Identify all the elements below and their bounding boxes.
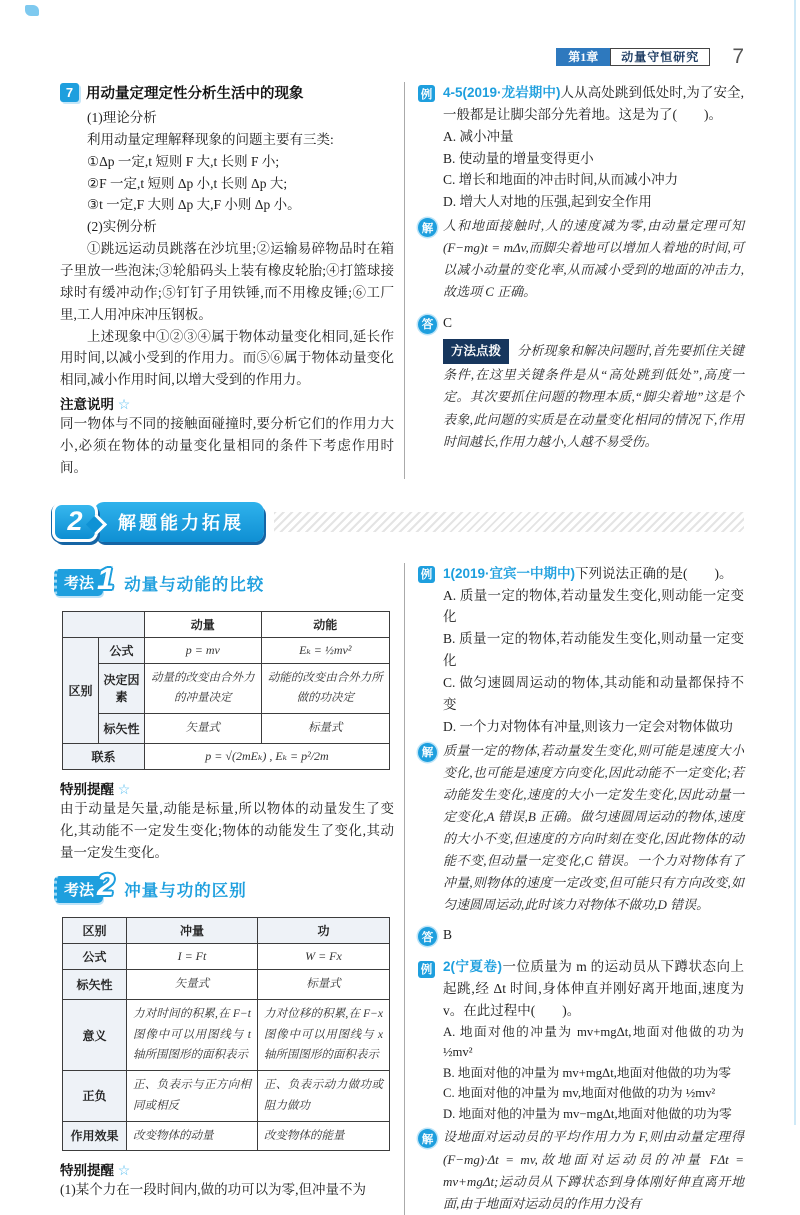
paragraph: ③t 一定,F 大则 Δp 大,F 小则 Δp 小。 <box>87 197 301 213</box>
paragraph: 利用动量定理解释现象的问题主要有三类: <box>87 131 334 147</box>
example-stem: 2(宁夏卷)一位质量为 m 的运动员从下蹲状态向上起跳,经 Δt 时间,身体伸直并刚好离开地面,速度为 v。在此过程中( )。 <box>443 958 744 1018</box>
example-badge-icon: 例 <box>418 566 435 583</box>
example-stem: 4-5(2019·龙岩期中)人从高处跳到低处时,为了安全,一般都是让脚尖部分先着地。这是为了( )。 <box>443 85 745 122</box>
page-header <box>60 46 744 68</box>
table-row <box>63 970 390 1000</box>
example-badge-icon: 例 <box>418 85 435 102</box>
section-number-badge: 2 <box>52 502 98 542</box>
relation-value-cell: p = √(2mEₖ) , Eₖ = p²/2m <box>145 743 390 769</box>
star-icon: ☆ <box>117 1162 131 1179</box>
tip1-text: 由于动量是矢量,动能是标量,所以物体的动量发生了变化,其动能不一定发生变化;物体的动能发生了变化,其动量一定发生变化。 <box>60 800 394 860</box>
table-cell: 矢量式 <box>145 714 262 744</box>
chapter-badge: 第1章 <box>556 48 610 66</box>
example-head: 4-5(2019·龙岩期中) <box>443 85 561 100</box>
table-cell: 动量的改变由合外力的冲量决定 <box>145 663 262 713</box>
table-cell: 改变物体的动量 <box>127 1121 258 1151</box>
option-d: D. 增大人对地的压强,起到安全作用 <box>443 194 652 210</box>
kaofa-title: 冲量与功的区别 <box>124 882 247 901</box>
kaofa-badge: 考法 <box>54 876 103 903</box>
row-label-cell: 正负 <box>63 1071 127 1121</box>
option-d: D. 一个力对物体有冲量,则该力一定会对物体做功 <box>443 718 733 734</box>
kaofa-number: 1 <box>97 560 115 596</box>
solution-1 <box>418 740 744 917</box>
table-col-header: 区别 <box>63 918 127 944</box>
tip2-text: (1)某个力在一段时间内,做的功可以为零,但冲量不为 <box>60 1182 366 1198</box>
row-label-cell: 公式 <box>63 944 127 970</box>
table-cell: p = mv <box>145 637 262 663</box>
method-label: 方法点拨 <box>443 339 509 364</box>
note-label: 注意说明 ☆ <box>60 396 131 413</box>
table-cell: 正、负表示与正方向相同或相反 <box>127 1071 258 1121</box>
tip1-label: 特别提醒 ☆ <box>60 780 131 797</box>
banner-hatch-decoration <box>274 512 744 532</box>
row-label-cell: 决定因素 <box>99 663 145 713</box>
table-cell: 标量式 <box>257 970 389 1000</box>
table-row <box>63 743 390 769</box>
bottom-right-column <box>404 563 744 1215</box>
answer-4-5 <box>418 312 744 334</box>
example-stem: 1(2019·宜宾一中期中)下列说法正确的是( )。 <box>443 565 733 581</box>
star-icon: ☆ <box>117 396 131 413</box>
solution-text: 质量一定的物体,若动量发生变化,则可能是速度大小变化,也可能是速度方向变化,因此动能不一定变化;若动能发生变化,速度的大小一定发生变化,因此动量一定变化,A 错误,B 正确。做匀速圆周运动的物体,速度的大小不变,但速度的方向时刻在变化,因此物体的动能不变,但动量一定变化,C 错误。一个力对物体有了冲量,则物体的速度一定改变,但可能只有方向改变,如匀速圆周运动,此时该力对物体不做功,D 错误。 <box>443 742 744 913</box>
option-c: C. 地面对他的冲量为 mv,地面对他做的功为 ½mv² <box>443 1086 716 1101</box>
option-b: B. 地面对他的冲量为 mv+mgΔt,地面对他做的功为零 <box>443 1065 732 1080</box>
kaofa1-heading <box>54 560 394 601</box>
table-row <box>63 714 390 744</box>
top-left-column <box>60 82 404 479</box>
option-c: C. 增长和地面的冲击时间,从而减小冲力 <box>443 172 679 188</box>
table-col-header: 动量 <box>145 611 262 637</box>
answer-value: C <box>443 314 453 330</box>
kaofa2-heading <box>54 867 394 907</box>
paragraph: ②F 一定,t 短则 Δp 小,t 长则 Δp 大; <box>87 175 288 191</box>
table-row <box>63 637 390 663</box>
solution-badge-icon: 解 <box>418 218 437 237</box>
kaofa-badge: 考法 <box>54 569 103 596</box>
table-cell: 矢量式 <box>127 970 258 1000</box>
solution-badge-icon: 解 <box>418 743 437 762</box>
tip2-label: 特别提醒 ☆ <box>60 1162 131 1179</box>
comparison-table-momentum-energy <box>62 611 390 770</box>
corner-decoration <box>25 5 39 16</box>
row-label-cell: 作用效果 <box>63 1121 127 1151</box>
option-d: D. 地面对他的冲量为 mv−mgΔt,地面对他做的功为零 <box>443 1106 732 1121</box>
paragraph: (2)实例分析 <box>87 219 157 235</box>
example-head: 2(宁夏卷) <box>443 958 502 974</box>
top-section <box>60 82 744 479</box>
star-icon: ☆ <box>117 780 131 797</box>
top-right-column <box>404 82 744 479</box>
relation-label-cell: 联系 <box>63 743 145 769</box>
table-row <box>63 944 390 970</box>
table-col-header: 功 <box>257 918 389 944</box>
answer-1 <box>418 924 744 946</box>
bottom-section <box>60 560 744 1215</box>
example-2 <box>418 956 744 1124</box>
paragraph: ①Δp 一定,t 短则 F 大,t 长则 F 小; <box>87 153 280 169</box>
table-row <box>63 1071 390 1121</box>
row-label-cell: 公式 <box>99 637 145 663</box>
item-title: 用动量定理定性分析生活中的现象 <box>86 86 304 102</box>
table-row <box>63 1121 390 1151</box>
example-head: 1(2019·宜宾一中期中) <box>443 565 576 581</box>
table-row <box>63 1000 390 1071</box>
table-row <box>63 663 390 713</box>
table-row <box>63 611 390 637</box>
group-label-cell: 区别 <box>63 637 99 743</box>
paragraph: (1)理论分析 <box>87 110 157 125</box>
table-col-header: 动能 <box>261 611 389 637</box>
option-a: A. 质量一定的物体,若动量发生变化,则动能一定变化 <box>443 587 744 625</box>
solution-text: 人和地面接触时,人的速度减为零,由动量定理可知(F−mg)t = mΔv,而脚尖着地可以增加人着地的时间,可以减小动量的变化率,从而减小受到的地面的冲击力,故选项 C 正确。 <box>443 218 744 300</box>
example-4-5 <box>418 82 744 213</box>
section-banner <box>52 499 744 545</box>
paragraph: ①跳远运动员跳落在沙坑里;②运输易碎物品时在箱子里放一些泡沫;③轮船码头上装有橡皮轮胎;④打篮球接球时有缓冲动作;⑤钉钉子用铁锤,而不用橡皮锤;⑥工厂里,工人用冲床冲压钢板。 <box>60 241 394 322</box>
page-number: 7 <box>732 45 744 68</box>
option-a: A. 减小冲量 <box>443 128 514 144</box>
table-cell: 力对时间的积累,在 F−t 图像中可以用图线与 t 轴所围图形的面积表示 <box>127 1000 258 1071</box>
table-row <box>63 918 390 944</box>
table-cell: Eₖ = ½mv² <box>261 637 389 663</box>
table-corner-cell <box>63 611 145 637</box>
table-col-header: 冲量 <box>127 918 258 944</box>
kaofa-title: 动量与动能的比较 <box>124 575 265 594</box>
chapter-title: 动量守恒研究 <box>610 48 710 66</box>
table-cell: 改变物体的能量 <box>257 1121 389 1151</box>
answer-badge-icon: 答 <box>418 315 437 334</box>
option-c: C. 做匀速圆周运动的物体,其动能和动量都保持不变 <box>443 675 744 712</box>
option-b: B. 使动量的增量变得更小 <box>443 150 594 166</box>
item-number-badge: 7 <box>60 83 79 102</box>
item7-heading <box>60 82 394 103</box>
row-label-cell: 标矢性 <box>63 970 127 1000</box>
comparison-table-impulse-work <box>62 917 390 1151</box>
answer-value: B <box>443 927 453 943</box>
answer-badge-icon: 答 <box>418 927 437 946</box>
paragraph: 上述现象中①②③④属于物体动量变化相同,延长作用时间,以减小受到的作用力。而⑤⑥属于物体动量变化相同,减小作用时间,以增大受到的作用力。 <box>60 328 394 388</box>
table-cell: 动能的改变由合外力所做的功决定 <box>261 663 389 713</box>
method-text: 方法点拨 分析现象和解决问题时,首先要抓住关键条件,在这里关键条件是从“高处跳到低处”,高度一定。其次要抓住问题的物理本质,“脚尖着地”这是个表象,此问题的实质是在动量变化相同的情况下,作用时间越长,作用力越小,人越不易受伤。 <box>443 339 744 453</box>
solution-2 <box>418 1126 744 1214</box>
kaofa-number: 2 <box>97 867 115 903</box>
table-cell: 力对位移的积累,在 F−x 图像中可以用图线与 x 轴所围图形的面积表示 <box>257 1000 389 1071</box>
example-badge-icon: 例 <box>418 961 435 978</box>
option-b: B. 质量一定的物体,若动能发生变化,则动量一定变化 <box>443 631 744 669</box>
table-cell: W = Fx <box>257 944 389 970</box>
page-edge-line <box>794 0 796 1125</box>
solution-badge-icon: 解 <box>418 1129 437 1148</box>
section-title: 解题能力拓展 <box>94 502 264 542</box>
table-cell: 正、负表示动力做功或阻力做功 <box>257 1071 389 1121</box>
row-label-cell: 标矢性 <box>99 714 145 744</box>
solution-text: 设地面对运动员的平均作用力为 F,则由动量定理得(F−mg)·Δt = mv,故地面对运动员的冲量 FΔt = mv+mgΔt;运动员从下蹲状态到身体刚好伸直离开地面,由于地面对运动员的作用力没有 <box>443 1129 744 1211</box>
table-cell: I = Ft <box>127 944 258 970</box>
method-note-4-5 <box>418 339 744 453</box>
note-text: 同一物体与不同的接触面碰撞时,要分析它们的作用力大小,必须在物体的动量变化量相同的条件下考虑作用时间。 <box>60 416 394 475</box>
bottom-left-column <box>60 560 404 1215</box>
solution-4-5 <box>418 215 744 303</box>
option-a: A. 地面对他的冲量为 mv+mgΔt,地面对他做的功为 ½mv² <box>443 1024 744 1060</box>
row-label-cell: 意义 <box>63 1000 127 1071</box>
example-1 <box>418 563 744 738</box>
table-cell: 标量式 <box>261 714 389 744</box>
